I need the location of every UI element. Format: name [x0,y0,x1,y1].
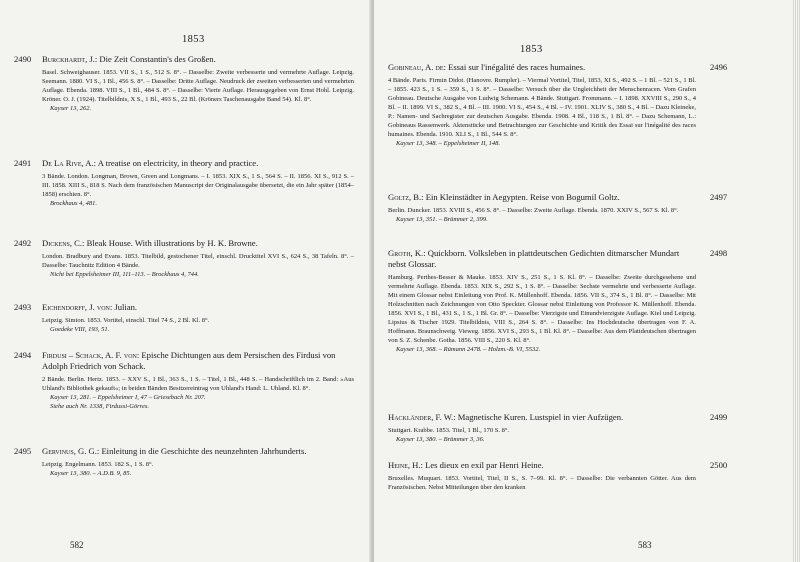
entry-number: 2492 [14,238,32,248]
entry-2491 [14,158,354,208]
entry-title: Quickborn. Volksleben in plattdeutschen Gedichten ditmarscher Mundart nebst Glossar. [388,248,680,269]
entry-title: Les dieux en exil par Henri Heine. [425,460,544,470]
entry-body: Bruxelles. Muquart. 1853. Vortitel, Titel, II S., S. 7–99. Kl. 8°. – Dasselbe: Die verbannten Götter. Aus dem Französischen. Nebst Mitteilungen über den kranken [388,475,696,491]
entry-author: Firdusi – Schack, A. F. von: [42,350,140,360]
entry-title: Ein Kleinstädter in Aegypten. Reise von Bogumil Goltz. [425,192,620,202]
entry-heading [42,302,354,313]
entry-reference: Kayser 13, 281. – Eppelsheimer I, 47 – Griesebach Nr. 207. [50,394,206,401]
entry-heading [388,192,696,203]
entry-reference: Goedeke VIII, 193, 51. [50,326,110,333]
entry-2499 [388,412,728,444]
right-page [374,0,800,562]
entry-reference: Kayser 13, 380. – Brümmer 3, 36. [396,436,485,443]
entry-number: 2500 [710,460,728,470]
entry-author: Eichendorff, J. von: [42,302,113,312]
entry-2492 [14,238,354,279]
entry-heading [42,54,354,65]
left-page [0,0,373,562]
entry-title: Die Zeit Constantin's des Großen. [99,54,216,64]
page-number: 582 [70,540,84,550]
entry-2490 [14,54,354,113]
entry-heading [42,446,354,457]
entry-body: 4 Bände. Paris. Firmin Didot. (Hanovre. Rumpler). – Viermal Vortitel, Titel, 1853, XI S., 492 S. – 1 Bl. – 521 S., 1 Bl. – 1855. 423 S., 1 S. – 359 S., 1 S. 8°. – Dasselbe: Versuch über die Ungleichheit der Menschenracen. Vom Grafen Gobineau. Deutsche Ausgabe von Ludwig Schemann. 4 Bände. Stuttgart. Frommann. – I. 1898. XXVIII S., 290 S., 4 Bl. – II. 1899. VI S., 382 S., 4 Bl. – III. 1900. VI S., 454 S., 4 Bl. – IV. 1901. XLIV S., 380 S., 4 Bl. – Dazu Kleineke, P.: Namen- und Sachregister zur deutschen Ausgabe. Ebenda. 1908. 4 Bl., 118 S., 1 Bl. 8°. – Dazu Schemann, L.: Gobineaus Rassenwerk. Aktenstücke und Betrachtungen zur Geschichte und Kritik des Essai sur l'inégalité des races humaines. Ebenda. 1910. XLI S., 1 Bl., 544 S. 8°. [388,77,696,138]
entry-number: 2494 [14,350,32,360]
running-head-year: 1853 [520,44,543,55]
entry-title: Julian. [114,302,138,312]
page-edge [793,0,800,562]
entry-heading [388,248,696,270]
entry-reference: Kayser 13, 348. – Eppelsheimer II, 148. [396,140,500,147]
page-number: 583 [638,540,652,550]
entry-body: 3 Bände. London. Longman, Brown, Green and Longmans. – I. 1853. XIX S., 1 S., 564 S. – II. 1856. XI S., 912 S. – III. 1858. XIII S., 818 S. Nach dem französischen Manuscript der Originalausgabe übersetzt, die ein Jahr später (1854–1858) erschien. 8°. [42,173,354,198]
entry-author: Gervinus, G. G.: [42,446,100,456]
entry-2495 [14,446,354,478]
entry-reference: Siehe auch Nr. 1338, Firdussi-Görres. [50,403,150,410]
entry-reference: Kayser 13, 368. – Rümann 2478. – Holzm.-B. VI, 5532. [396,346,541,353]
entry-heading [42,158,354,169]
entry-body: Basel. Schweighauser. 1853. VII S., 1 S., 512 S. 8°. – Dasselbe: Zweite verbesserte und vermehrte Auflage. Leipzig. Seemann. 1880. VI S., 1 Bl., 456 S. 8°. – Dasselbe: Dritte Auflage. Neudruck der zweiten verbesserten und vermehrten Auflage. Ebenda. 1898. VIII S., 1 Bl., 484 S. 8°. – Dasselbe: Vierte Auflage. Herausgegeben von Ernst Hohl. Leipzig. Kröner. O. J. (1924). Titelbildnis, X S., 1 Bl., 493 S., 22 Bl. (Kröners Taschenausgabe Band 54). Kl. 8°. [42,69,354,103]
entry-author: Hackländer, F. W.: [388,412,456,422]
entry-heading [388,412,696,423]
entry-title: A treatise on electricity, in theory and practice. [97,158,259,168]
entry-body: Hamburg. Perthes-Besser & Mauke. 1853. XIV S., 251 S., 1 S. Kl. 8°. – Dasselbe: Zweite durchgesehene und vermehrte Auflage. Ebenda. 1853. XIX S., 292 S., 1 S. 8°. – Dasselbe: Sechste vermehrte und verbesserte Auflage. Mit einem Glossar nebst Einleitung von Prof. K. Müllenhoff. Ebenda. 1856. VII S., 374 S., 1 Bl. 8°. – Dasselbe: Mit Holzschnitten nach Zeichnungen von Otto Speckter. Glossar nebst Einleitung von Professor K. Müllenhoff. Ebenda. 1856. XVI S., 1 Bl., 431 S., 1 S., 1 Bl. Gr. 8°. – Dasselbe: Vierzigste und Einundvierzigste Auflage. Kiel und Leipzig. Lipsius & Tischer 1929. Titelbildnis, VIII S., 264 S. 8°. – Dasselbe: Ins Hochdeutsche übertragen von F. A. Hoffmann. Braunschweig. Vieweg. 1856. XVI S., 293 S., 1 Bl. Kl. 8°. – Dasselbe: Aus dem Plattdeutschen übertragen von S. Z. Schenbe. Gotha. 1856. VIII S., 220 S. Kl. 8°. [388,274,696,344]
entry-author: Gobineau, A. de: [388,62,446,72]
entry-heading [42,238,354,249]
entry-body: London. Bradbury and Evans. 1853. Titelbild, gestochener Titel, einschl. Drucktitel XVI S., 624 S., 38 Tafeln. 8°. – Dasselbe: Tauchnitz Edition 4 Bände. [42,253,354,269]
entry-2500 [388,460,728,492]
entry-2494 [14,350,354,411]
entry-2496 [388,62,728,148]
entry-2493 [14,302,354,334]
entry-reference: Kayser 13, 380. – A.D.B. 9, 85. [50,470,132,477]
entry-number: 2497 [710,192,728,202]
entry-2498 [388,248,728,354]
entry-author: De La Rive, A.: [42,158,97,168]
entry-reference: Kayser 13, 262. [50,105,92,112]
entry-title: Magnetische Kuren. Lustspiel in vier Aufzügen. [457,412,624,422]
entry-title: Bleak House. With illustrations by H. K. Browne. [86,238,258,248]
entry-body: 2 Bände. Berlin. Hertz. 1853. – XXV S., 1 Bl., 363 S., 1 S. – Titel, 1 Bl., 448 S. – Handschriftlich im 2. Band: »Aus Uhland's Bibliothek gekauft«; in beiden Bänden Besitzereintrag von Uhland's Hand: L. Uhland. Kl. 8°. [42,376,354,392]
entry-number: 2499 [710,412,728,422]
entry-number: 2498 [710,248,728,258]
entry-body: Leipzig. Engelmann. 1853. 182 S., 1 S. 8°. [42,461,154,468]
entry-heading [388,62,696,73]
entry-heading [388,460,696,471]
entry-author: Burckhardt, J.: [42,54,98,64]
entry-heading [42,350,354,372]
entry-number: 2491 [14,158,32,168]
entry-title: Essai sur l'inégalité des races humaines. [448,62,586,72]
entry-number: 2495 [14,446,32,456]
entry-author: Goltz, B.: [388,192,424,202]
entry-reference: Nicht bei Eppelsheimer III, 111–113. – Brockhaus 4, 744. [50,271,199,278]
entry-author: Groth, K.: [388,248,426,258]
entry-number: 2496 [710,62,728,72]
entry-author: Heine, H.: [388,460,423,470]
entry-number: 2493 [14,302,32,312]
entry-title: Epische Dichtungen aus dem Persischen des Firdusi von Adolph Friedrich von Schack. [42,350,336,371]
entry-body: Stuttgart. Krabbe. 1853. Titel, 1 Bl., 170 S. 8°. [388,427,510,434]
running-head-year: 1853 [182,34,205,45]
entry-body: Leipzig. Simion. 1853. Vortitel, einschl. Titel 74 S., 2 Bl. Kl. 8°. [42,317,210,324]
entry-body: Berlin. Duncker. 1853. XVIII S., 456 S. 8°. – Dasselbe: Zweite Auflage. Ebenda. 1870. XXIV S., 567 S. Kl. 8°. [388,207,679,214]
entry-reference: Brockhaus 4, 481. [50,200,98,207]
entry-number: 2490 [14,54,32,64]
entry-author: Dickens, C.: [42,238,85,248]
entry-reference: Kayser 13, 351. – Brümmer 2, 399. [396,216,488,223]
entry-2497 [388,192,728,224]
entry-title: Einleitung in die Geschichte des neunzehnten Jahrhunderts. [101,446,307,456]
